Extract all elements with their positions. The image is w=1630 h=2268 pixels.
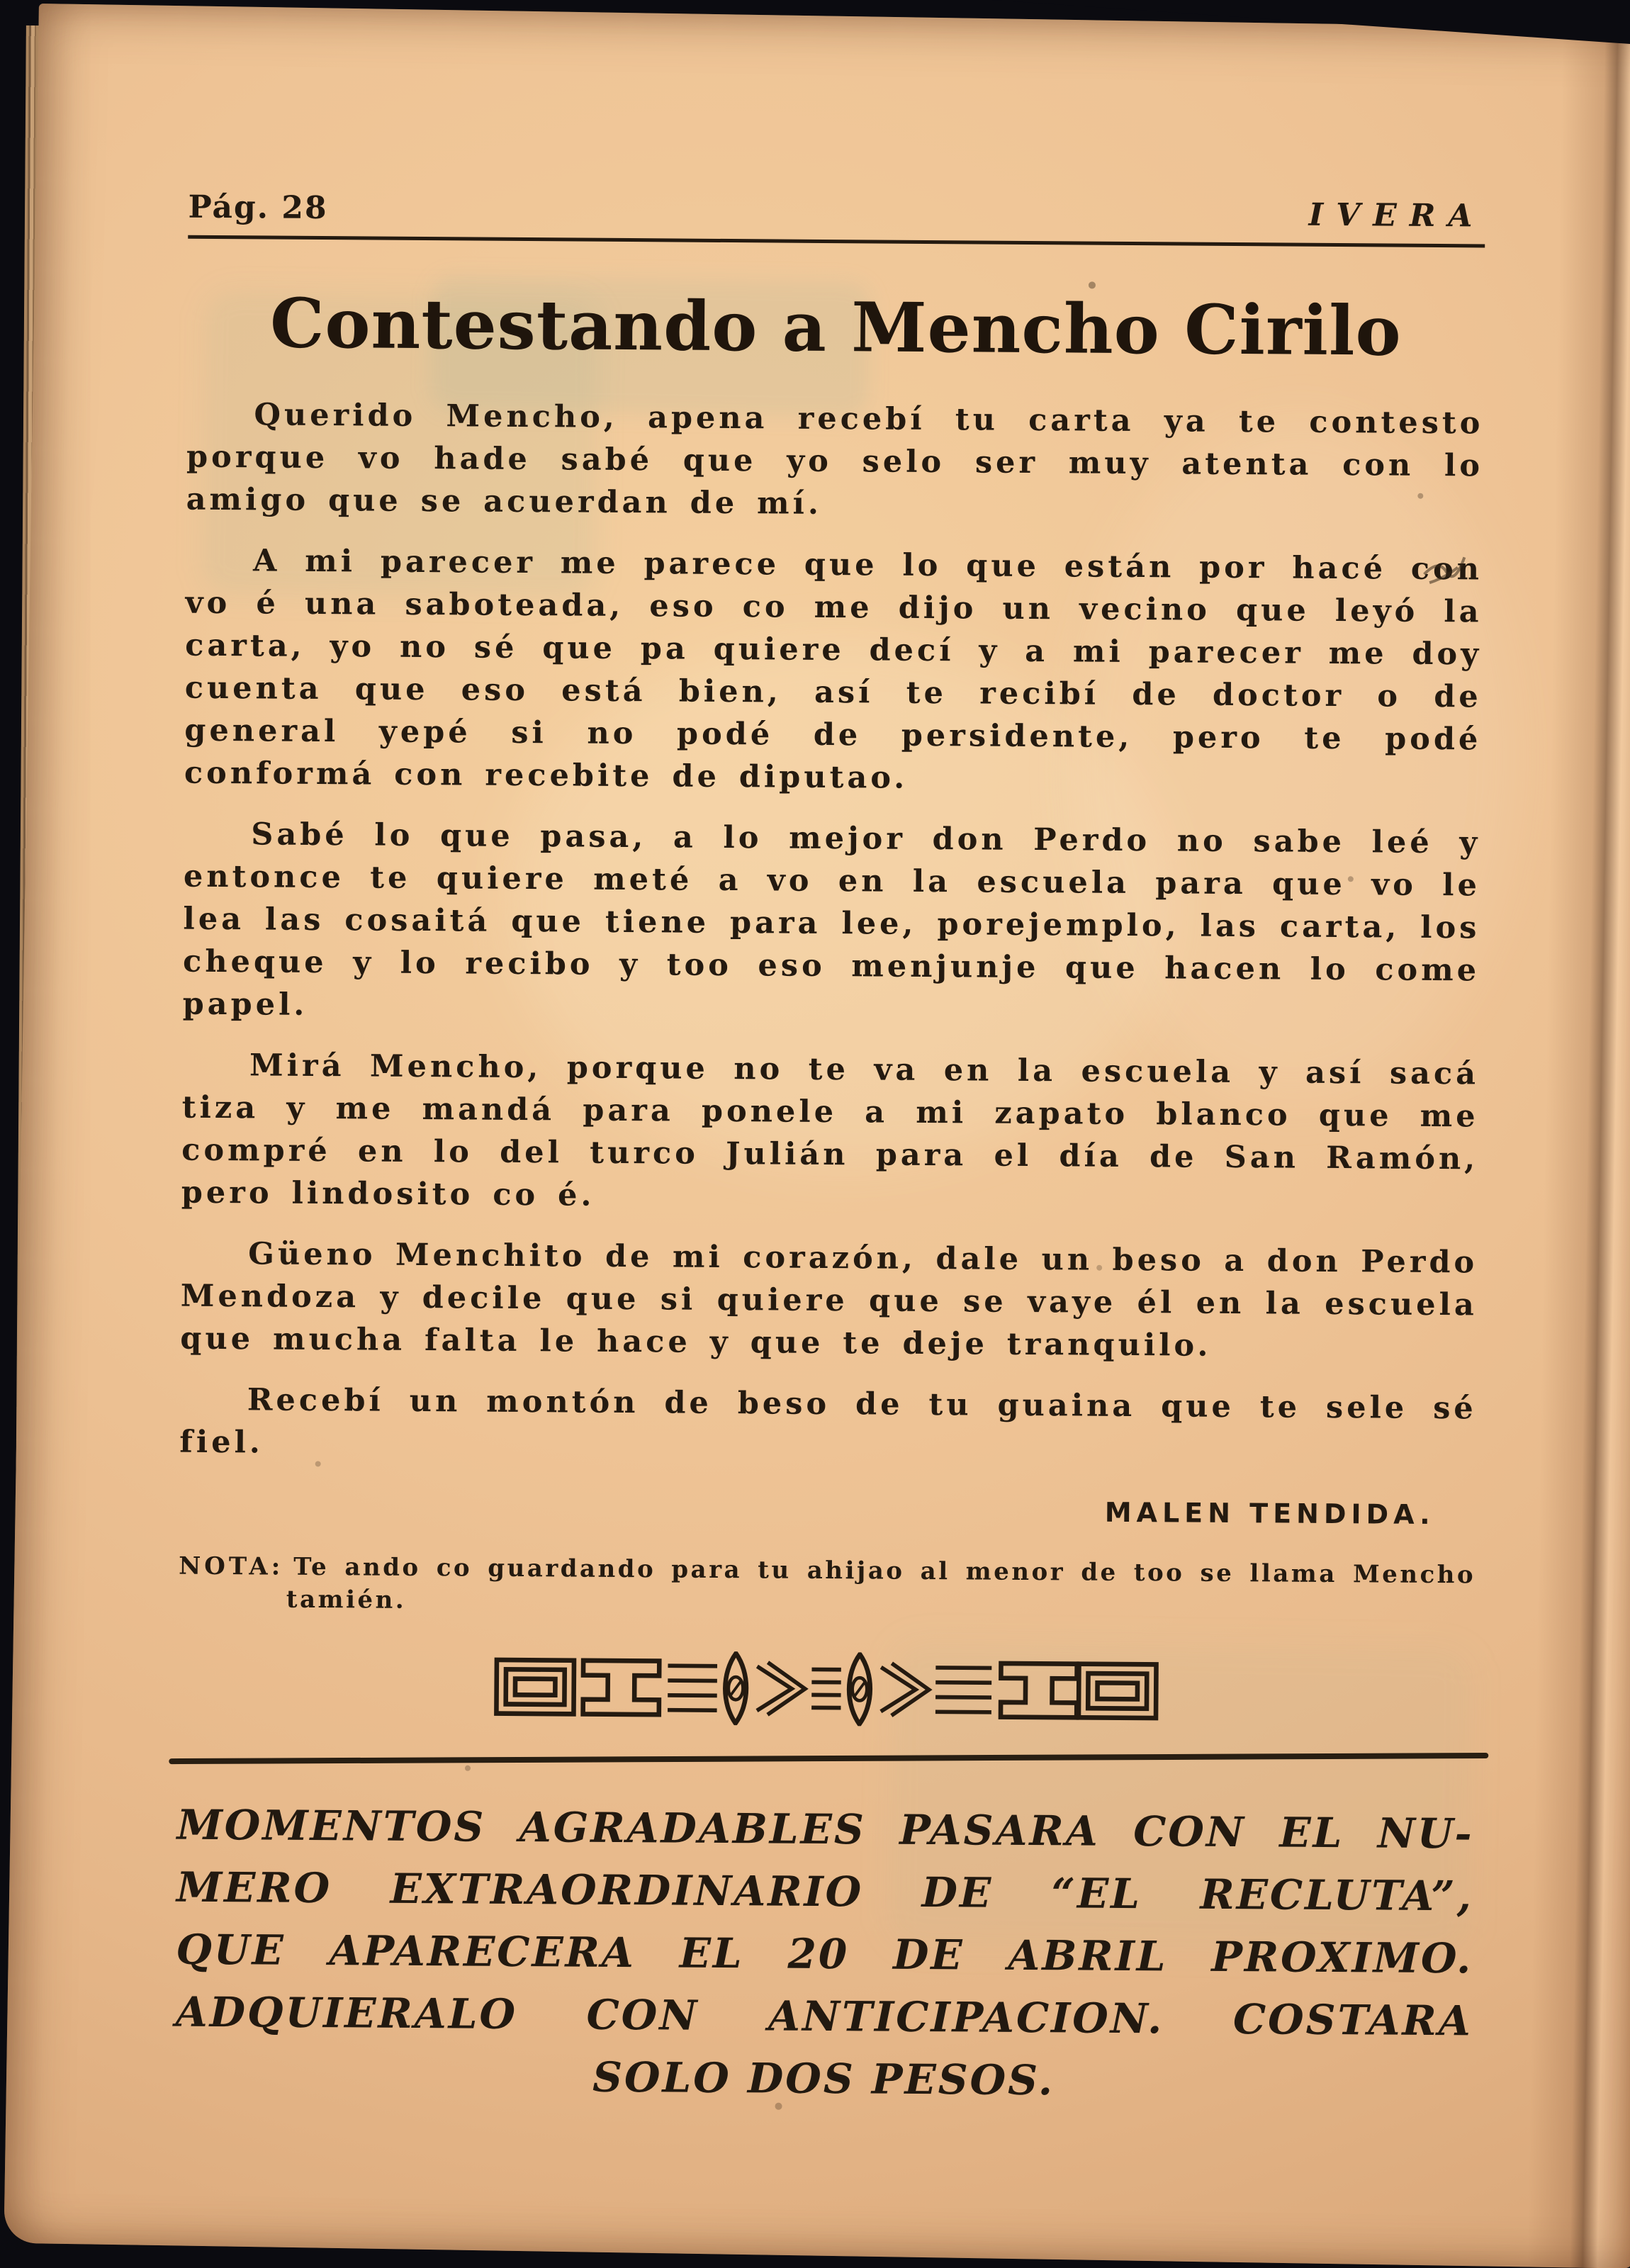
- header-rule-divider: [188, 235, 1485, 248]
- article-paragraph: Recebí un montón de beso de tu guaina que te sele sé fiel.: [179, 1382, 1477, 1461]
- advert-text: [175, 1794, 1474, 2115]
- advert-line: QUE APARECERA EL 20 DE ABRIL PROXIMO.: [176, 1926, 1473, 1983]
- magazine-page: [4, 4, 1630, 2268]
- article-paragraph: Querido Mencho, apena recebí tu carta ya te contesto porque vo hade sabé que yo selo ser muy atenta con lo amigo que se acuerdan de mí.: [186, 397, 1484, 522]
- note-text: Te ando co guardando para tu ahijao al menor de too se llama Mencho tamién.: [286, 1553, 1476, 1615]
- signature: MALEN TENDIDA.: [1104, 1497, 1435, 1531]
- article-paragraph: A mi parecer me parece que lo que están por hacé con vo é una saboteada, eso co me dijo un vecino que leyó la carta, yo no sé que pa quiere decí y a mi parecer me doy cuenta que eso está bien, así te recibí de doctor o de general yepé si no podé de persidente, pero te podé conformá con recebite de diputao.: [184, 543, 1483, 797]
- article-paragraph: Sabé lo que pasa, a lo mejor don Perdo no sabe leé y entonce te quiere meté a vo en la escuela para que vo le lea las cosaitá que tiene para lee, porejemplo, las carta, los cheque y lo recibo y too eso menjunje que hacen lo come papel.: [182, 816, 1481, 1023]
- masthead-title: IVERA: [1308, 196, 1485, 235]
- article-title: Contestando a Mencho Cirilo: [269, 283, 1403, 371]
- page-number: Pág. 28: [188, 189, 328, 227]
- page-header: [188, 189, 1485, 235]
- advert-line: MERO EXTRAORDINARIO DE “EL RECLUTA”,: [176, 1863, 1474, 1921]
- page-content: [175, 6, 1487, 2115]
- advert-line: SOLO DOS PESOS.: [592, 2053, 1055, 2105]
- article-body: [179, 393, 1483, 1473]
- article-paragraph: Güeno Menchito de mi corazón, dale un beso a don Perdo Mendoza y decile que si quiere que se vaye él en la escuela que mucha falta le hace y que te deje tranquilo.: [180, 1236, 1478, 1364]
- advert-line: ADQUIERALO CON ANTICIPACION. COSTARA: [175, 1988, 1473, 2045]
- note-label: NOTA:: [179, 1552, 284, 1582]
- article-paragraph: Mirá Mencho, porque no te va en la escuela y así sacá tiza y me mandá para ponele a mi zapato blanco que me compré en lo del turco Julián para el día de San Ramón, pero lindosito co é.: [181, 1048, 1480, 1214]
- ornament-divider-icon: [493, 1650, 1160, 1729]
- editor-note: [179, 1550, 1476, 1624]
- paper-specks: [39, 4, 42, 6]
- section-rule-divider: [169, 1753, 1488, 1764]
- advert-line: MOMENTOS AGRADABLES PASARA CON EL NU-: [176, 1801, 1474, 1858]
- page-fold-shadow: [1527, 28, 1630, 2268]
